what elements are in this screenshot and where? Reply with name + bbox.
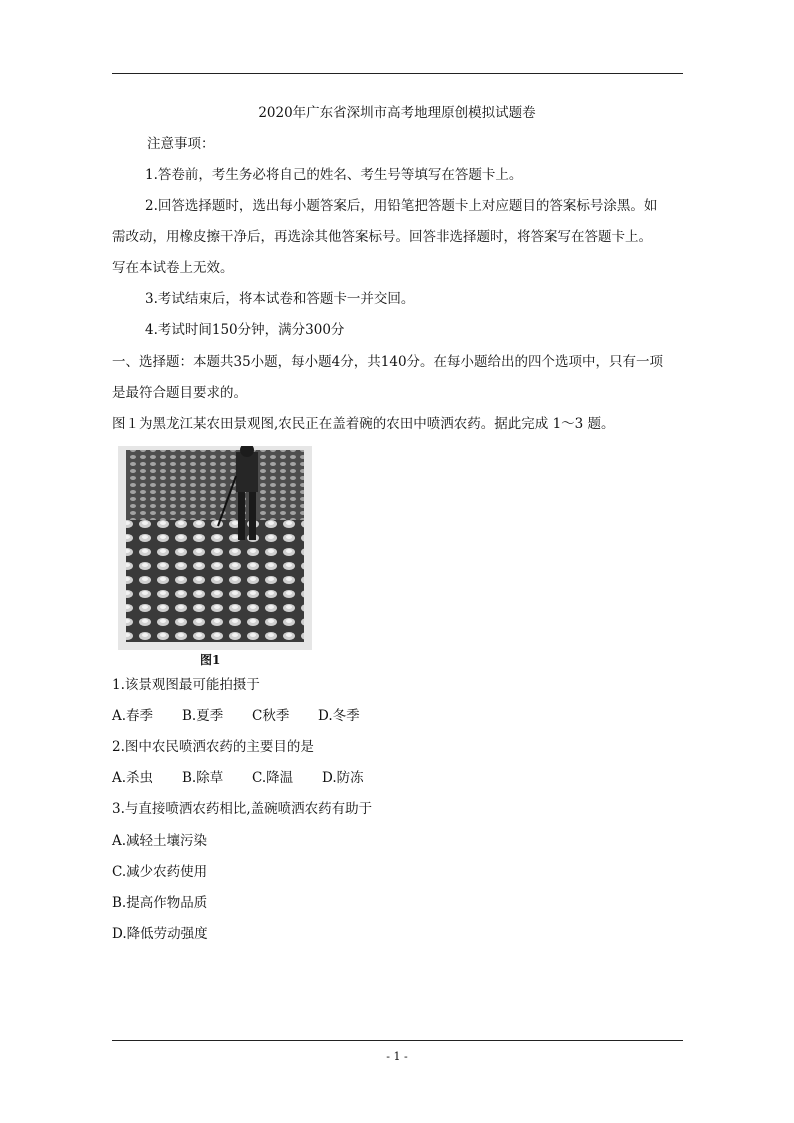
section-heading-line-1: 一、选择题：本题共35小题，每小题4分，共140分。在每小题给出的四个选项中，只有一项	[112, 354, 664, 370]
question-1-options	[112, 707, 412, 725]
question-3-stem: 3.与直接喷洒农药相比,盖碗喷洒农药有助于	[112, 801, 373, 817]
question-3-option-d: D.降低劳动强度	[112, 926, 208, 942]
question-2-option-d: D.防冻	[322, 770, 364, 786]
question-2-options	[112, 769, 412, 787]
question-1-option-c: C秋季	[252, 708, 290, 724]
question-2-option-b: B.除草	[182, 770, 224, 786]
farmland-photo	[118, 446, 312, 650]
question-3-option-b: B.提高作物品质	[112, 895, 208, 911]
notice-item-1: 1.答卷前，考生务必将自己的姓名、考生号等填写在答题卡上。	[145, 167, 523, 183]
header-rule	[112, 73, 683, 74]
question-3-option-c: C.减少农药使用	[112, 864, 208, 880]
notice-heading: 注意事项：	[147, 136, 215, 152]
question-1-option-b: B.夏季	[182, 708, 224, 724]
question-1-option-d: D.冬季	[318, 708, 360, 724]
notice-item-2-line-2: 需改动，用橡皮擦干净后，再选涂其他答案标号。回答非选择题时，将答案写在答题卡上。	[112, 229, 652, 245]
question-1-option-a: A.春季	[112, 708, 154, 724]
question-3-option-a: A.减轻土壤污染	[112, 833, 208, 849]
farmland-photo-graphic	[118, 446, 312, 650]
page-title: 2020年广东省深圳市高考地理原创模拟试题卷	[258, 105, 536, 121]
notice-item-4: 4.考试时间150分钟，满分300分	[145, 322, 345, 338]
figure-caption: 图1	[200, 653, 221, 667]
question-2-option-c: C.降温	[252, 770, 294, 786]
footer-rule	[112, 1040, 683, 1041]
notice-item-3: 3.考试结束后，将本试卷和答题卡一并交回。	[145, 291, 415, 307]
question-1-stem: 1.该景观图最可能拍摄于	[112, 677, 260, 693]
question-2-option-a: A.杀虫	[112, 770, 154, 786]
figure-intro: 图１为黑龙江某农田景观图,农民正在盖着碗的农田中喷洒农药。据此完成 1～3 题。	[112, 416, 615, 432]
section-heading-line-2: 是最符合题目要求的。	[112, 385, 247, 401]
notice-item-2-line-1: 2.回答选择题时，选出每小题答案后，用铅笔把答题卡上对应题目的答案标号涂黑。如	[145, 198, 658, 214]
page-number: - 1 -	[386, 1050, 408, 1063]
question-2-stem: 2.图中农民喷洒农药的主要目的是	[112, 739, 314, 755]
notice-item-2-line-3: 写在本试卷上无效。	[112, 260, 234, 276]
